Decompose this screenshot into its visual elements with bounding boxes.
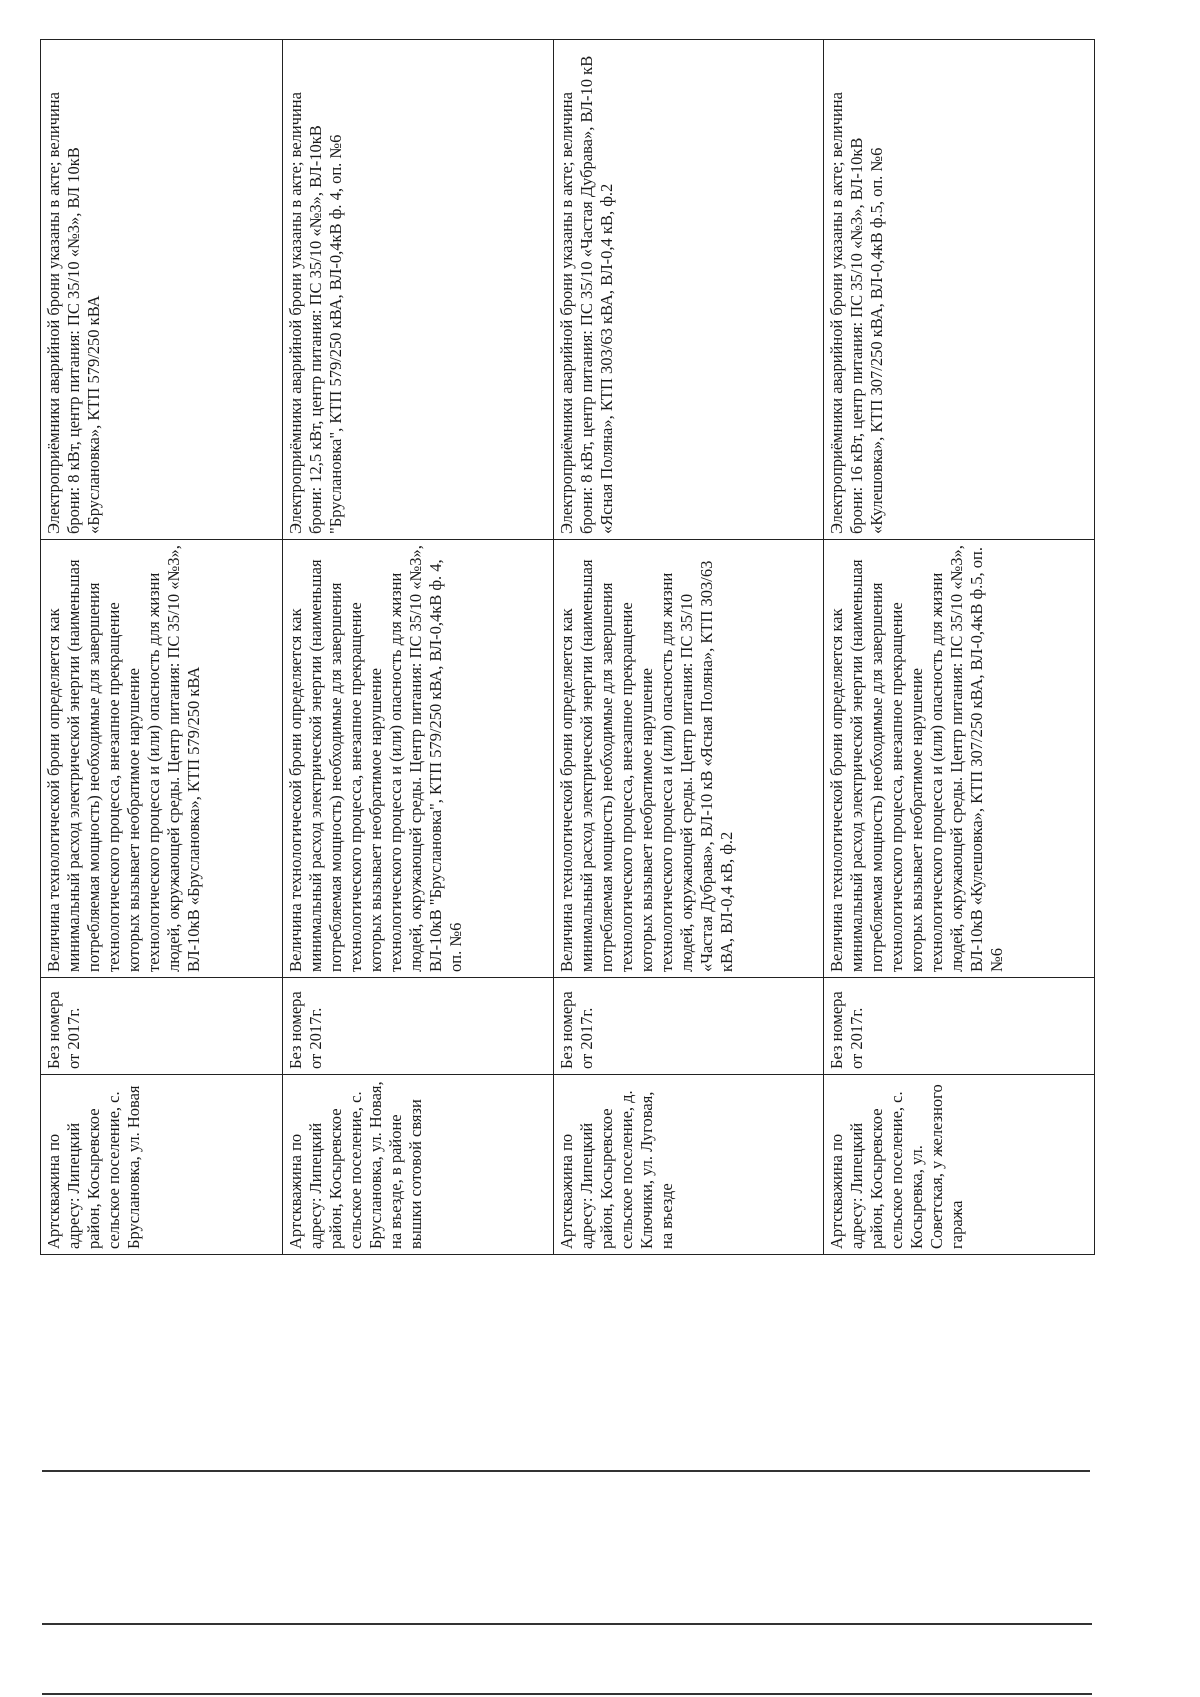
tech-reserve-cell: Величина технологической брони определяется как минимальный расход электрической энергии (наименьшая потребляемая мощность) необходимые для завершения технологического процесса, внезапное прекращение которых вызывает необратимое нарушение технологического процесса и (или) опасность для жизни людей, окружающей среды. Центр питания: ПС 35/10 «№3», ВЛ-10кВ «Кулешовка», КТП 307/250 кВА, ВЛ-0,4кВ ф.5, оп. №6 [824, 540, 1095, 978]
address-cell: Артскважина по адресу: Липецкий район, Косыревское сельское поселение, с. Бруслановка, ул. Новая, на въезде, в районе вышки сотовой связи [282, 1075, 553, 1255]
emergency-reserve-cell: Электроприёмники аварийной брони указаны в акте; величина брони: 16 кВт, центр питания: ПС 35/10 «№3», ВЛ-10кВ «Кулешовка», КТП 307/250 кВА, ВЛ-0,4кВ ф.5, оп. №6 [824, 40, 1095, 540]
act-cell: Без номера от 2017г. [282, 978, 553, 1075]
table-row [282, 40, 553, 1255]
horizontal-rule [42, 1623, 1092, 1625]
emergency-reserve-cell: Электроприёмники аварийной брони указаны в акте; величина брони: 8 кВт, центр питания: ПС 35/10 «№3», ВЛ 10кВ «Бруслановка», КТП 579/250 кВА [41, 40, 283, 540]
table-row [41, 40, 283, 1255]
emergency-reserve-cell: Электроприёмники аварийной брони указаны в акте; величина брони: 8 кВт, центр питания: ПС 35/10 «Частая Дубрава», ВЛ-10 кВ «Ясная Поляна», КТП 303/63 кВА, ВЛ-0,4 кВ, ф.2 [553, 40, 824, 540]
address-cell: Артскважина по адресу: Липецкий район, Косыревское сельское поселение, с. Бруслановка, ул. Новая [41, 1075, 283, 1255]
emergency-reserve-cell: Электроприёмники аварийной брони указаны в акте; величина брони: 12,5 кВт, центр питания: ПС 35/10 «№3», ВЛ-10кВ "Бруслановка", КТП 579/250 кВА, ВЛ-0,4кВ ф. 4, оп. №6 [282, 40, 553, 540]
address-cell: Артскважина по адресу: Липецкий район, Косыревское сельское поселение, с. Косыревка, ул. Советская, у железного гаража [824, 1075, 1095, 1255]
address-cell: Артскважина по адресу: Липецкий район, Косыревское сельское поселение, д. Ключики, ул. Луговая, на въезде [553, 1075, 824, 1255]
rotated-table-container [40, 40, 1095, 1255]
table-row [824, 40, 1095, 1255]
tech-reserve-cell: Величина технологической брони определяется как минимальный расход электрической энергии (наименьшая потребляемая мощность) необходимые для завершения технологического процесса, внезапное прекращение которых вызывает необратимое нарушение технологического процесса и (или) опасность для жизни людей, окружающей среды. Центр питания: ПС 35/10 «№3», ВЛ-10кВ "Бруслановка", КТП 579/250 кВА, ВЛ-0,4кВ ф. 4, оп. №6 [282, 540, 553, 978]
tech-reserve-cell: Величина технологической брони определяется как минимальный расход электрической энергии (наименьшая потребляемая мощность) необходимые для завершения технологического процесса, внезапное прекращение которых вызывает необратимое нарушение технологического процесса и (или) опасность для жизни людей, окружающей среды. Центр питания: ПС 35/10 «Частая Дубрава», ВЛ-10 кВ «Ясная Поляна», КТП 303/63 кВА, ВЛ-0,4 кВ, ф.2 [553, 540, 824, 978]
reserve-acts-table [40, 39, 1095, 1255]
tech-reserve-cell: Величина технологической брони определяется как минимальный расход электрической энергии (наименьшая потребляемая мощность) необходимые для завершения технологического процесса, внезапное прекращение которых вызывает необратимое нарушение технологического процесса и (или) опасность для жизни людей, окружающей среды. Центр питания: ПС 35/10 «№3», ВЛ-10кВ «Бруслановка», КТП 579/250 кВА [41, 540, 283, 978]
act-cell: Без номера от 2017г. [553, 978, 824, 1075]
horizontal-rule [42, 1693, 1092, 1695]
act-cell: Без номера от 2017г. [824, 978, 1095, 1075]
act-cell: Без номера от 2017г. [41, 978, 283, 1075]
table-row [553, 40, 824, 1255]
horizontal-rule [42, 1470, 1090, 1472]
